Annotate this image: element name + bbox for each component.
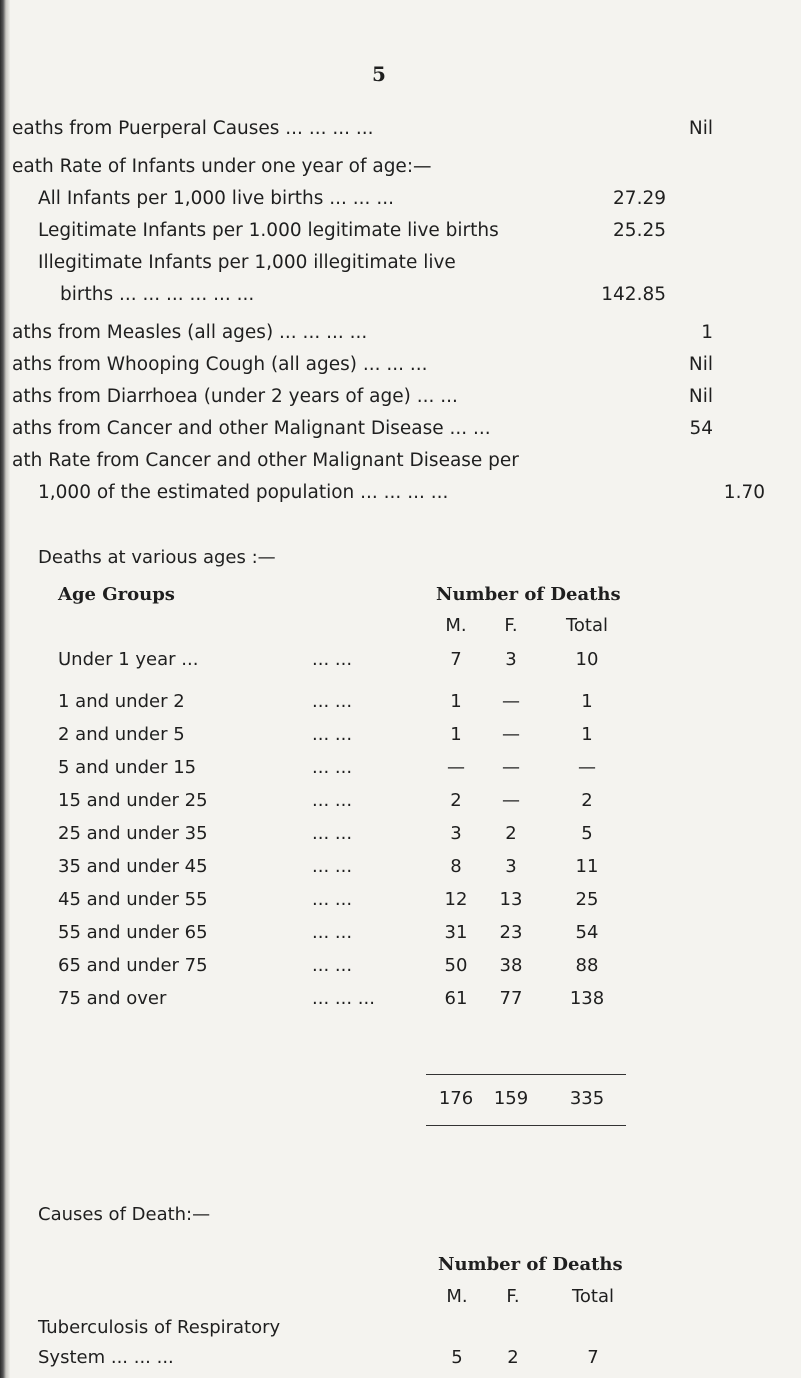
- page-number: 5: [372, 62, 386, 86]
- causes-row-label-line1: Tuberculosis of Respiratory: [38, 1317, 281, 1338]
- summary-label-puerperal: eaths from Puerperal Causes ... ... ... ...: [12, 118, 374, 139]
- age-group-f: 38: [499, 955, 523, 976]
- summary-value-diarrhoea: Nil: [688, 386, 713, 407]
- causes-header-m: M.: [446, 1286, 468, 1307]
- summary-label-births: births ... ... ... ... ... ...: [60, 284, 255, 305]
- age-group-total: 25: [575, 889, 599, 910]
- age-group-f: —: [502, 757, 520, 778]
- causes-row-f: 2: [507, 1347, 519, 1368]
- ages-total-m: 176: [438, 1088, 474, 1109]
- age-group-leader-dots: ... ...: [312, 724, 353, 745]
- summary-value-illegitimate: 142.85: [601, 284, 666, 305]
- summary-value-whooping-cough: Nil: [688, 354, 713, 375]
- age-group-m: 61: [444, 988, 468, 1009]
- summary-label-diarrhoea: aths from Diarrhoea (under 2 years of age) ... ...: [12, 386, 458, 407]
- causes-section-title: Causes of Death:—: [38, 1204, 211, 1225]
- ages-col-number-header: Number of Deaths: [436, 584, 621, 605]
- ages-section-title: Deaths at various ages :—: [38, 547, 276, 568]
- age-group-total: 5: [581, 823, 593, 844]
- age-group-m: 31: [444, 922, 468, 943]
- age-group-m: 2: [450, 790, 462, 811]
- summary-value-cancer: 54: [689, 418, 713, 439]
- age-group-leader-dots: ... ...: [312, 649, 353, 670]
- age-group-f: —: [502, 724, 520, 745]
- ages-total-f: 159: [493, 1088, 529, 1109]
- summary-value-measles: 1: [701, 322, 713, 343]
- age-group-m: 1: [450, 724, 462, 745]
- summary-label-population: 1,000 of the estimated population ... ... ... ...: [38, 482, 449, 503]
- age-group-f: 3: [505, 856, 517, 877]
- summary-label-all-infants: All Infants per 1,000 live births ... ... ...: [38, 188, 394, 209]
- summary-label-cancer: aths from Cancer and other Malignant Disease ... ...: [12, 418, 491, 439]
- age-group-label: 75 and over: [58, 988, 167, 1009]
- ages-header-m: M.: [445, 615, 467, 636]
- age-group-leader-dots: ... ...: [312, 757, 353, 778]
- age-group-m: 50: [444, 955, 468, 976]
- age-group-total: 88: [575, 955, 599, 976]
- age-group-m: 7: [450, 649, 462, 670]
- summary-label-whooping-cough: aths from Whooping Cough (all ages) ... ... ...: [12, 354, 428, 375]
- age-group-total: 1: [581, 691, 593, 712]
- age-group-total: 138: [569, 988, 605, 1009]
- age-group-label: 55 and under 65: [58, 922, 208, 943]
- age-group-label: 5 and under 15: [58, 757, 197, 778]
- ages-header-total: Total: [565, 615, 609, 636]
- age-group-leader-dots: ... ...: [312, 691, 353, 712]
- age-group-leader-dots: ... ... ...: [312, 988, 375, 1009]
- age-group-leader-dots: ... ...: [312, 790, 353, 811]
- age-group-label: 15 and under 25: [58, 790, 208, 811]
- age-group-total: 2: [581, 790, 593, 811]
- age-group-leader-dots: ... ...: [312, 889, 353, 910]
- summary-label-cancer-rate: ath Rate from Cancer and other Malignant Disease per: [12, 450, 519, 471]
- age-group-m: 12: [444, 889, 468, 910]
- age-group-label: 1 and under 2: [58, 691, 185, 712]
- age-group-label: 2 and under 5: [58, 724, 185, 745]
- age-group-leader-dots: ... ...: [312, 856, 353, 877]
- ages-total-rule-bottom: [426, 1125, 626, 1126]
- age-group-leader-dots: ... ...: [312, 955, 353, 976]
- summary-label-illegitimate: Illegitimate Infants per 1,000 illegitimate live: [38, 252, 456, 273]
- causes-row-label: System ... ... ...: [38, 1347, 174, 1368]
- age-group-total: 1: [581, 724, 593, 745]
- age-group-f: —: [502, 691, 520, 712]
- age-group-f: 23: [499, 922, 523, 943]
- age-group-m: 3: [450, 823, 462, 844]
- age-group-m: 8: [450, 856, 462, 877]
- age-group-f: —: [502, 790, 520, 811]
- summary-label-measles: aths from Measles (all ages) ... ... ... ...: [12, 322, 368, 343]
- age-group-total: —: [578, 757, 596, 778]
- age-group-label: 25 and under 35: [58, 823, 208, 844]
- summary-label-infant-rate: eath Rate of Infants under one year of age:—: [12, 156, 432, 177]
- age-group-label: 35 and under 45: [58, 856, 208, 877]
- causes-header-total: Total: [571, 1286, 615, 1307]
- causes-header-f: F.: [506, 1286, 520, 1307]
- age-group-total: 54: [575, 922, 599, 943]
- age-group-leader-dots: ... ...: [312, 823, 353, 844]
- age-group-label: 65 and under 75: [58, 955, 208, 976]
- causes-col-number-header: Number of Deaths: [438, 1254, 623, 1275]
- book-binding-edge: [0, 0, 10, 1378]
- age-group-m: 1: [450, 691, 462, 712]
- age-group-label: 45 and under 55: [58, 889, 208, 910]
- ages-total-total: 335: [569, 1088, 605, 1109]
- age-group-f: 77: [499, 988, 523, 1009]
- summary-value-cancer-rate: 1.70: [723, 482, 765, 503]
- summary-value-puerperal: Nil: [688, 118, 713, 139]
- ages-header-f: F.: [504, 615, 518, 636]
- age-group-f: 3: [505, 649, 517, 670]
- age-group-leader-dots: ... ...: [312, 922, 353, 943]
- ages-col-group-header: Age Groups: [58, 584, 175, 605]
- age-group-f: 2: [505, 823, 517, 844]
- summary-value-all-infants: 27.29: [613, 188, 666, 209]
- ages-total-rule-top: [426, 1074, 626, 1075]
- age-group-total: 11: [575, 856, 599, 877]
- age-group-label: Under 1 year ...: [58, 649, 199, 670]
- summary-value-legitimate: 25.25: [613, 220, 666, 241]
- age-group-f: 13: [499, 889, 523, 910]
- age-group-total: 10: [575, 649, 599, 670]
- causes-row-m: 5: [451, 1347, 463, 1368]
- causes-row-total: 7: [587, 1347, 599, 1368]
- age-group-m: —: [447, 757, 465, 778]
- summary-label-legitimate: Legitimate Infants per 1.000 legitimate live births: [38, 220, 499, 241]
